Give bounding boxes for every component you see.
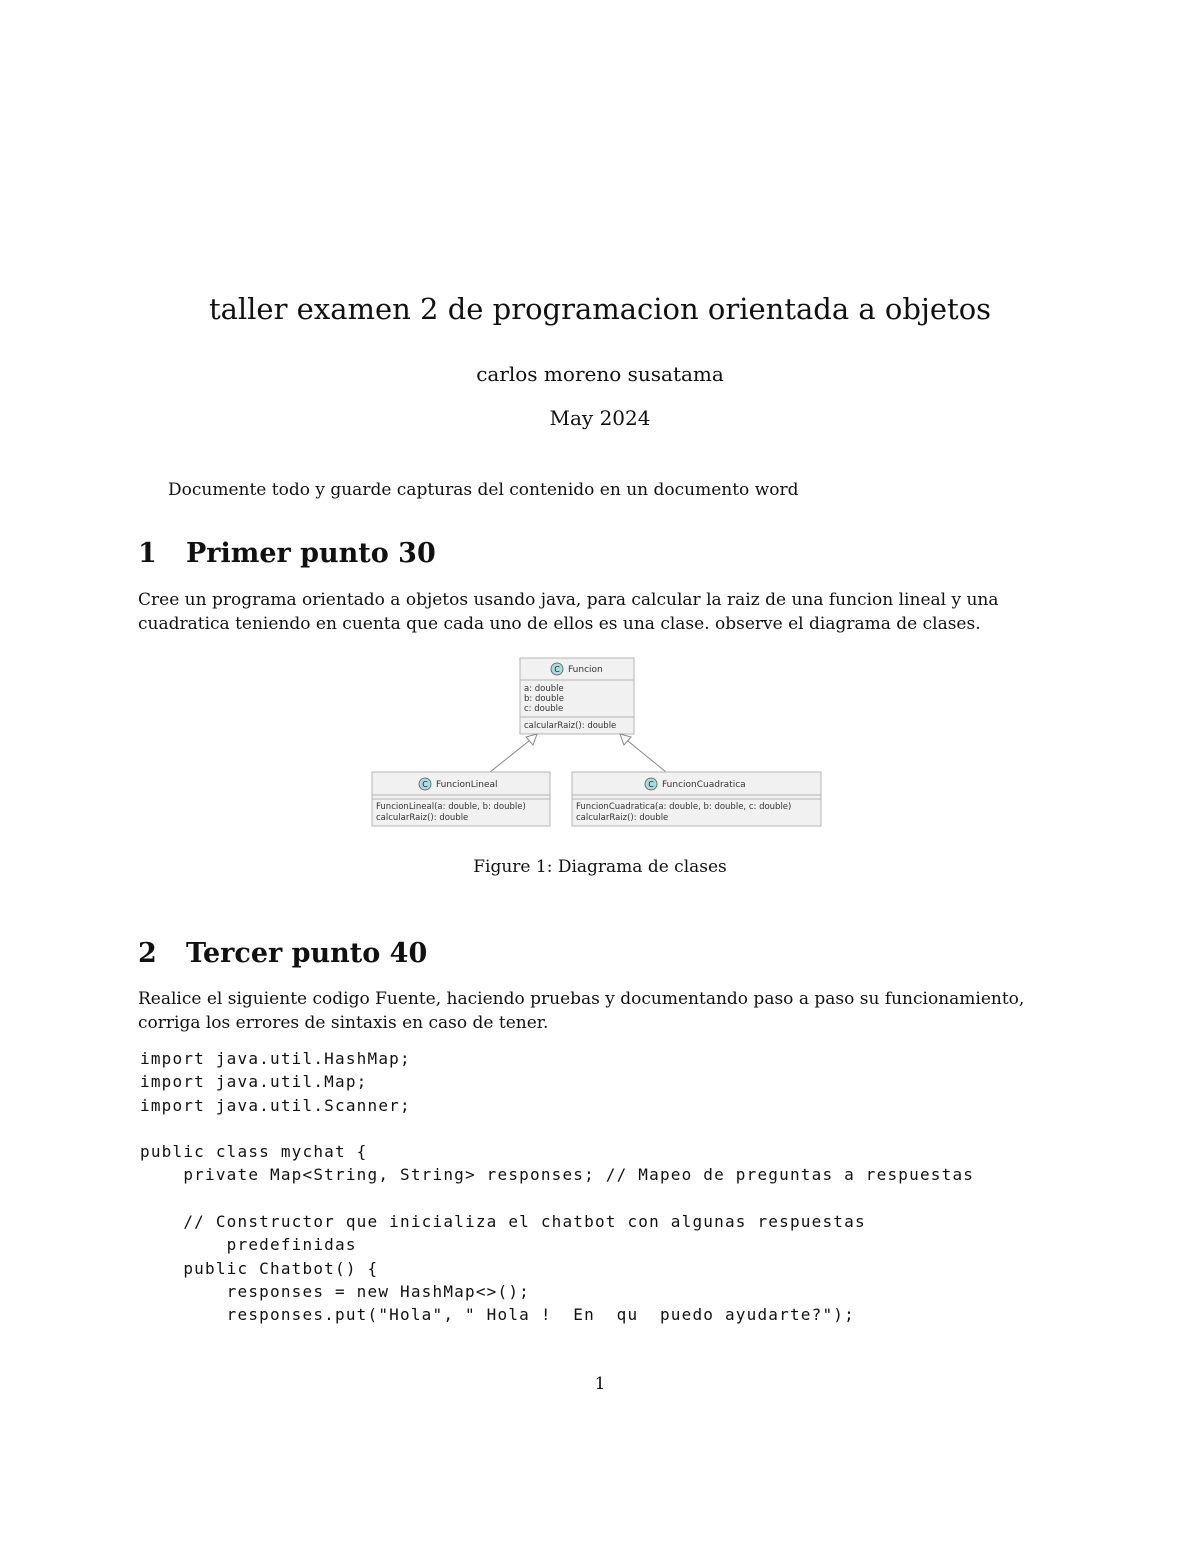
- section-1-body: Cree un programa orientado a objetos usando java, para calcular la raiz de una funcion lineal y una cuadratica teniendo en cuenta que cada uno de ellos es una clase. observe el diagrama de clases.: [138, 590, 999, 634]
- svg-text:C: C: [554, 665, 560, 674]
- document-title: taller examen 2 de programacion orientada a objetos: [208, 292, 992, 326]
- section-2-body: Realice el siguiente codigo Fuente, haciendo pruebas y documentando paso a paso su funcionamiento, corriga los errores de sintaxis en caso de tener.: [138, 989, 1025, 1033]
- code-listing: import java.util.HashMap; import java.util.Map; import java.util.Scanner; public class mychat { private Map<String, String> responses; // Mapeo de preguntas a respuestas // Constructor que inicializa el chatbot con algunas respuestas predefinidas public Chatbot() { responses = new HashMap<>(); responses.put("Hola", " Hola ! En qu puedo ayudarte?");: [140, 1049, 975, 1325]
- section-1-number: 1: [138, 538, 157, 569]
- uml-method: calcularRaiz(): double: [524, 721, 617, 731]
- page-number: 1: [594, 1374, 606, 1394]
- uml-class-funcion: [520, 658, 634, 734]
- section-2-title: Tercer punto 40: [186, 938, 428, 969]
- section-1-heading: [138, 538, 436, 569]
- uml-method: calcularRaiz(): double: [376, 813, 469, 823]
- uml-class-name: Funcion: [568, 665, 603, 675]
- uml-attribute: c: double: [524, 704, 564, 714]
- svg-text:C: C: [648, 780, 654, 789]
- uml-class-name: FuncionLineal: [436, 780, 498, 790]
- inheritance-arrow-right: [620, 734, 666, 772]
- uml-class-funcion-lineal: [372, 772, 550, 826]
- intro-paragraph: Documente todo y guarde capturas del contenido en un documento word: [168, 480, 799, 500]
- uml-class-funcion-cuadratica: [572, 772, 821, 826]
- document-author: carlos moreno susatama: [476, 362, 724, 386]
- svg-text:C: C: [422, 780, 428, 789]
- uml-attribute: a: double: [524, 684, 564, 694]
- class-diagram: [370, 655, 830, 827]
- figure-caption: Figure 1: Diagrama de clases: [473, 857, 727, 877]
- section-1-title: Primer punto 30: [186, 538, 436, 569]
- uml-class-name: FuncionCuadratica: [662, 780, 746, 790]
- uml-attribute: b: double: [524, 694, 564, 704]
- section-2-number: 2: [138, 938, 157, 969]
- document-date: May 2024: [549, 406, 651, 430]
- section-2-heading: [138, 938, 427, 969]
- uml-method: FuncionCuadratica(a: double, b: double, c: double): [576, 802, 792, 812]
- uml-method: calcularRaiz(): double: [576, 813, 669, 823]
- inheritance-arrow-left: [490, 734, 537, 772]
- uml-method: FuncionLineal(a: double, b: double): [376, 802, 526, 812]
